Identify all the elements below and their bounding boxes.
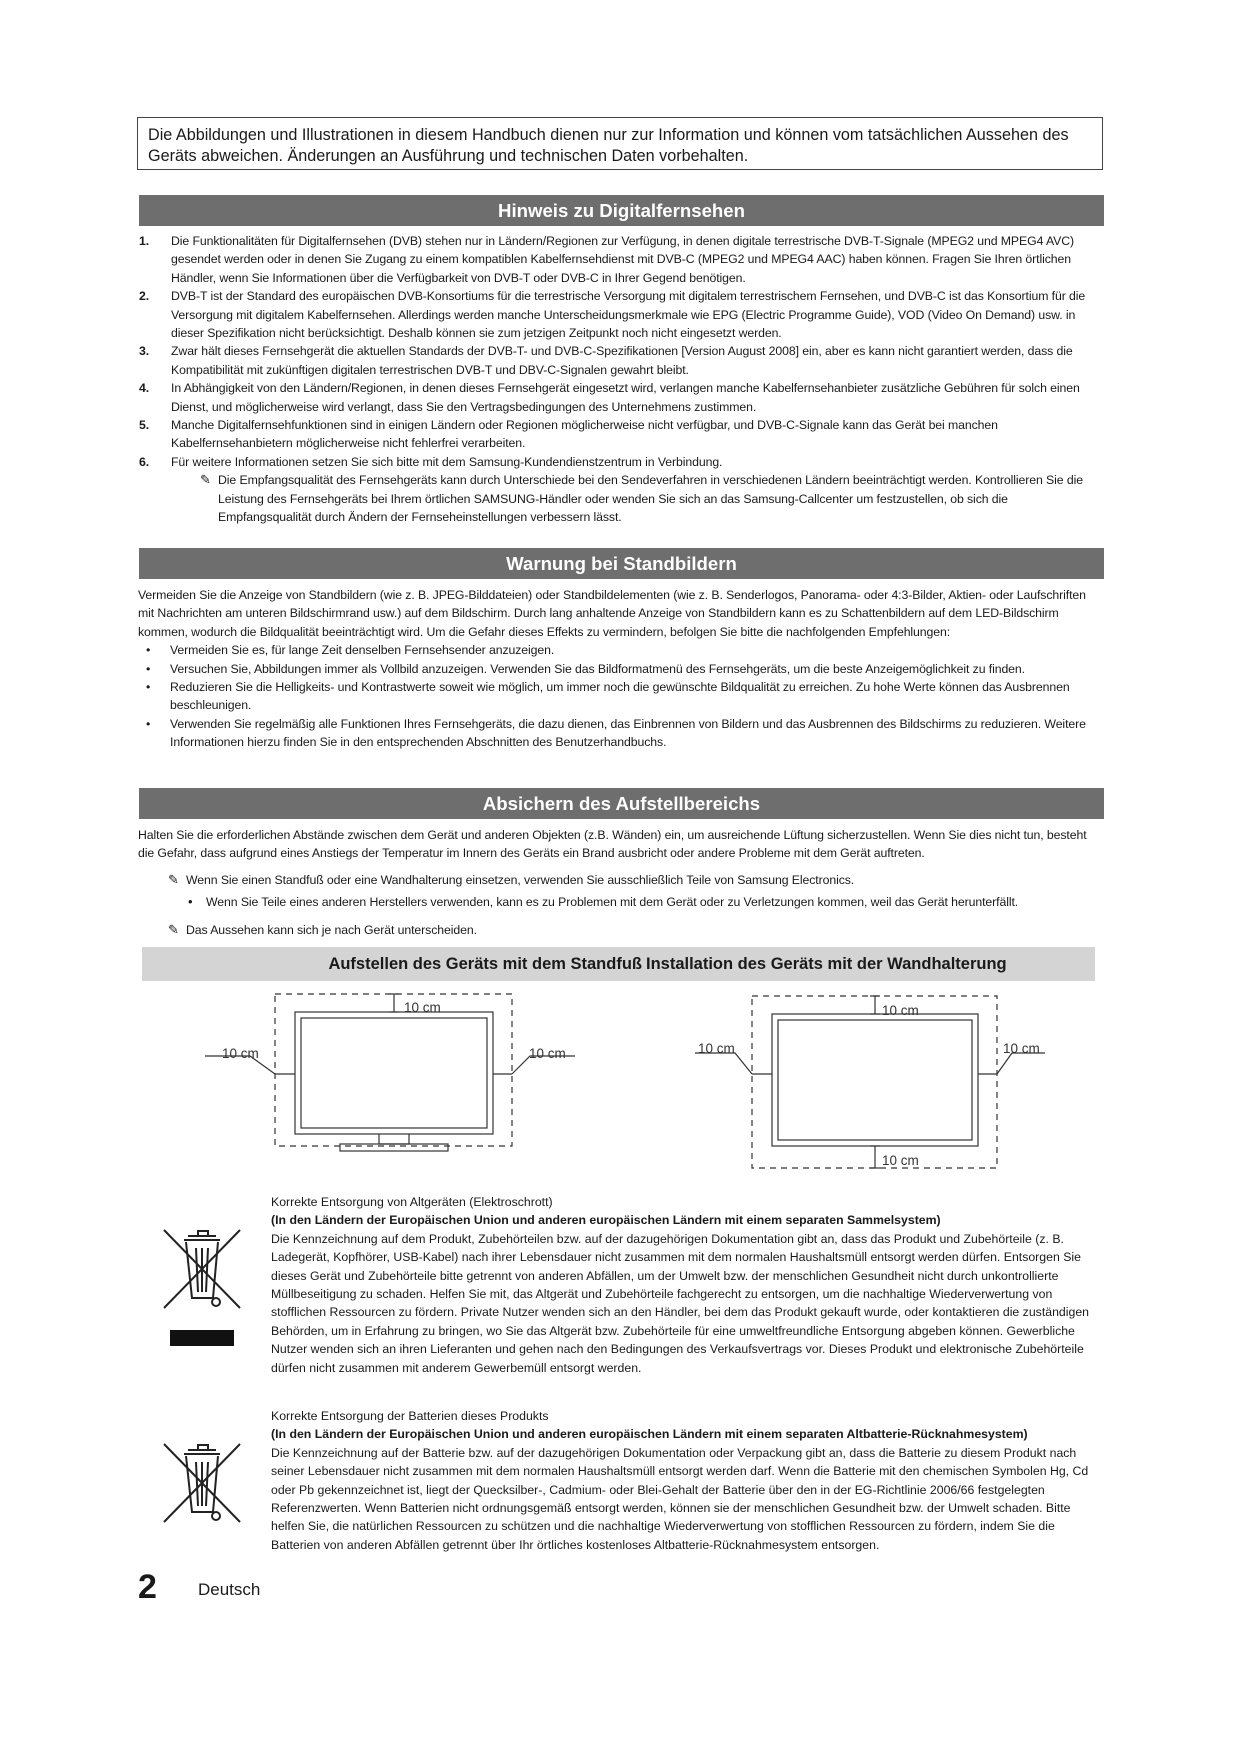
appearance-note (168, 921, 1104, 939)
list-item (138, 641, 1104, 659)
item-text: Manche Digitalfernsehfunktionen sind in einigen Ländern oder Regionen möglicherweise nicht verfügbar, und DVB-C-Signale kann das Gerät bei manchen Kabelfernsehanbietern möglicherweise nicht fehlerfrei verarbeiten. (171, 418, 998, 451)
still-images-section (138, 586, 1104, 752)
item-text: Die Funktionalitäten für Digitalfernsehen (DVB) stehen nur in Ländern/Regionen zur Verfügung, in denen digitale terrestrische DVB-T-Signale (MPEG2 und MPEG4 AVC) gesendet werden oder in denen Sie Zugang zu einem kompatiblen Kabelfernsehdienst mit DVB-C (MPEG2 und MPEG4 AAC) haben können. Fragen Sie Ihren örtlichen Händler, wenn Sie Informationen über die Verfügbarkeit von DVB-T oder DVB-C in Ihrer Gegend benötigen. (171, 234, 1075, 285)
section-header-digital-tv (139, 195, 1104, 226)
bullet-icon: • (188, 894, 193, 910)
reception-note (200, 471, 1101, 526)
tv-frame (295, 1012, 493, 1134)
stand-right-dim-label: 10 cm (529, 1046, 566, 1061)
list-item (138, 660, 1104, 678)
bullet-text: Verwenden Sie regelmäßig alle Funktionen Ihres Fernsehgeräts, die dazu dienen, das Einbrennen von Bildern und das Ausbrennen des Bildschirms zu reduzieren. Weitere Informationen hierzu finden Sie in den entsprechenden Abschnitten des Benutzerhandbuchs. (170, 716, 1086, 750)
item-number: 5. (139, 418, 150, 433)
stand-title: Aufstellen des Geräts mit dem Standfuß (328, 955, 642, 973)
weee-subtitle: (In den Ländern der Europäischen Union und anderen europäischen Ländern mit einem separaten Sammelsystem) (271, 1213, 941, 1228)
right-leader (997, 1053, 1045, 1074)
bullet-icon: • (146, 716, 151, 731)
item-text: In Abhängigkeit von den Ländern/Regionen, in denen dieses Fernsehgerät eingesetzt wird, verlangen manche Kabelfernsehanbieter zusätzliche Gebühren für solch einen Dienst, und möglicherweise wird verlangt, dass Sie den Vertragsbedingungen des Unternehmens zustimmen. (171, 381, 1080, 414)
bullet-text: Reduzieren Sie die Helligkeits- und Kontrastwerte soweit wie möglich, um immer noch die gewünschte Bildqualität zu erreichen. Zu hohe Werte können das Ausbrennen beschleunigen. (170, 680, 1070, 713)
list-item (138, 453, 1101, 471)
list-item (138, 379, 1101, 416)
item-number: 6. (139, 454, 150, 469)
list-item (138, 715, 1104, 752)
battery-bin-icon (158, 1440, 248, 1540)
section-title: Hinweis zu Digitalfernsehen (498, 200, 745, 221)
wall-left-dim-label: 10 cm (698, 1041, 735, 1056)
bullet-icon: • (146, 643, 151, 658)
section-header-still-images (139, 548, 1104, 579)
note-text: Das Aussehen kann sich je nach Gerät unterscheiden. (186, 922, 477, 937)
bullet-icon: • (146, 661, 151, 676)
note-icon: ✎ (168, 921, 179, 937)
tv-screen (301, 1018, 487, 1128)
bullet-text: Vermeiden Sie es, für lange Zeit denselben Fernsehsender anzuzeigen. (170, 643, 555, 658)
list-item (138, 678, 1104, 715)
page-number: 2 (138, 1568, 157, 1606)
stand-subheader (142, 947, 646, 981)
tv-stand-neck (379, 1134, 409, 1144)
bullet-icon: • (146, 680, 151, 695)
notice-text: Die Abbildungen und Illustrationen in diesem Handbuch dienen nur zur Information und können vom tatsächlichen Aussehen des Geräts abweichen. Änderungen an Ausführung und technischen Daten vorbehalten. (148, 126, 1069, 165)
digital-tv-section (138, 232, 1101, 527)
parts-subnote (188, 893, 1104, 911)
clearance-outline (275, 994, 512, 1146)
battery-text: Die Kennzeichnung auf der Batterie bzw. auf der dazugehörigen Dokumentation oder Verpackung gibt an, dass die Batterie zu diesem Produkt nach seiner Lebensdauer nicht zusammen mit dem normalen Haushaltsmüll entsorgt werden darf. Wenn die Batterie mit den chemischen Symbolen Hg, Cd oder Pb gekennzeichnet ist, liegt der Quecksilber-, Cadmium- oder Blei-Gehalt der Batterie über den in der EG-Richtlinie 2006/66 festgelegten Referenzwerten. Wenn Batterien nicht ordnungsgemäß entsorgt werden, können sie der menschlichen Gesundheit bzw. der Umwelt schaden. Bitte helfen Sie, die natürlichen Ressourcen zu schützen und die nachhaltige Wiederverwertung von stofflichen Ressourcen zu fördern, indem Sie die Batterien von anderen Abfällen getrennt über Ihr örtliches kostenloses Altbatterie-Rücknahmesystem entsorgen. (271, 1445, 1089, 1552)
tv-frame (772, 1014, 978, 1146)
item-text: Zwar hält dieses Fernsehgerät die aktuellen Standards der DVB-T- und DVB-C-Spezifikationen [Version August 2008] ein, aber es kann nicht garantiert werden, dass die Kompatibilität mit zukünftigen digitalen terrestrischen DVB-T und DBV-C-Signalen gewahrt bleibt. (171, 344, 1073, 377)
section-title: Warnung bei Standbildern (506, 553, 737, 574)
battery-disposal-block (271, 1407, 1103, 1554)
stand-left-dim-label: 10 cm (222, 1046, 259, 1061)
stand-top-dim-label: 10 cm (404, 1000, 441, 1015)
battery-title: Korrekte Entsorgung der Batterien dieses Produkts (271, 1409, 549, 1423)
list-item (138, 342, 1101, 379)
section-title: Absichern des Aufstellbereichs (482, 793, 761, 814)
item-number: 1. (139, 234, 150, 248)
list-item (138, 232, 1101, 287)
tv-stand-base (340, 1144, 448, 1151)
note-icon: ✎ (200, 472, 211, 488)
weee-disposal-block (271, 1193, 1101, 1377)
item-text: Für weitere Informationen setzen Sie sich bitte mit dem Samsung-Kundendienstzentrum in Verbindung. (171, 454, 723, 469)
item-text: DVB-T ist der Standard des europäischen DVB-Konsortiums für die terrestrische Versorgung mit digitalem terrestrischem Fernsehen, und DVB-C ist das Konsortium für die Versorgung mit digitalem Kabelfernsehen. Allerdings werden manche Unterscheidungsmerkmale wie EPG (Electric Programme Guide), VOD (Video On Demand) usw. in dieser Spezifikation nicht berücksichtigt. Deshalb können sie zum jetzigen Zeitpunkt noch nicht eingesetzt werden. (171, 289, 1086, 341)
parts-note (168, 871, 1104, 889)
note-text: Wenn Sie Teile eines anderen Herstellers verwenden, kann es zu Problemen mit dem Gerät oder zu Verletzungen kommen, weil das Gerät herunterfällt. (206, 895, 1019, 910)
item-number: 2. (139, 289, 150, 304)
item-number: 4. (139, 381, 150, 396)
left-leader (695, 1053, 752, 1074)
tv-screen (778, 1020, 972, 1140)
bullet-text: Versuchen Sie, Abbildungen immer als Vollbild anzuzeigen. Verwenden Sie das Bildformatmenü des Fernsehgeräts, um die beste Anzeigemöglichkeit zu finden. (170, 661, 1025, 676)
wall-clearance-diagram (690, 990, 1050, 1180)
wall-top-dim-label: 10 cm (882, 1003, 919, 1018)
weee-bin-icon (158, 1226, 248, 1356)
wall-subheader (646, 947, 1095, 981)
note-text: Wenn Sie einen Standfuß oder eine Wandhalterung einsetzen, verwenden Sie ausschließlich Teile von Samsung Electronics. (186, 872, 855, 887)
notice-box (137, 117, 1103, 170)
weee-text: Die Kennzeichnung auf dem Produkt, Zubehörteilen bzw. auf der dazugehörigen Dokumentation gibt an, dass das Produkt und Zubehörteile (z. B. Ladegerät, Kopfhörer, USB-Kabel) nach ihrer Lebensdauer nicht zusammen mit dem normalen Haushaltsmüll entsorgt werden dürfen. Entsorgen Sie dieses Gerät und Zubehörteile bitte getrennt von anderen Abfällen, um der Umwelt bzw. der menschlichen Gesundheit nicht durch unkontrollierte Müllbeseitigung zu schaden. Helfen Sie mit, das Altgerät und Zubehörteile fachgerecht zu entsorgen, um die nachhaltige Wiederverwertung von stofflichen Ressourcen zu fördern. Private Nutzer wenden sich an den Händler, bei dem das Produkt gekauft wurde, oder kontaktieren die zuständigen Behörden, um in Erfahrung zu bringen, wo Sie das Altgerät bzw. Zubehörteile für eine umweltfreundliche Entsorgung abgeben können. Gewerbliche Nutzer wenden sich an ihren Lieferanten und gehen nach den Bedingungen des Verkaufsvertrags vor. Dieses Produkt und elektronische Zubehörteile dürfen nicht zusammen mit anderem Gewerbemüll entsorgt werden. (271, 1231, 1089, 1375)
list-item (138, 287, 1101, 342)
wall-title: Installation des Geräts mit der Wandhalterung (646, 955, 1007, 973)
footer-language: Deutsch (198, 1580, 261, 1599)
weee-title: Korrekte Entsorgung von Altgeräten (Elektroschrott) (271, 1195, 553, 1209)
wall-bottom-dim-label: 10 cm (882, 1153, 919, 1168)
installation-section (138, 826, 1104, 939)
list-item (138, 416, 1101, 453)
note-icon: ✎ (168, 871, 179, 887)
clearance-outline (752, 996, 997, 1168)
installation-intro: Halten Sie die erforderlichen Abstände zwischen dem Gerät und anderen Objekten (z.B. Wänden) ein, um ausreichende Lüftung sicherzustellen. Wenn Sie dies nicht tun, besteht die Gefahr, dass aufgrund eines Anstiegs der Temperatur im Innern des Geräts ein Brand ausbricht oder andere Probleme mit dem Gerät auftreten. (138, 828, 1087, 861)
battery-subtitle: (In den Ländern der Europäischen Union und anderen europäischen Ländern mit einem separaten Altbatterie-Rücknahmesystem) (271, 1427, 1028, 1442)
item-number: 3. (139, 344, 150, 359)
section-header-installation-area (139, 788, 1104, 819)
still-images-intro: Vermeiden Sie die Anzeige von Standbildern (wie z. B. JPEG-Bilddateien) oder Standbildelementen (wie z. B. Senderlogos, Panorama- oder 4:3-Bilder, Aktien- oder Laufschriften mit Nachrichten am unteren Bildschirmrand usw.) auf dem Bildschirm. Durch lang anhaltende Anzeige von Standbildern kann es zu Schattenbildern auf dem LED-Bildschirm kommen, wodurch die Bildqualität beeinträchtigt wird. Um die Gefahr dieses Effekts zu vermindern, befolgen Sie bitte die nachfolgenden Empfehlungen: (138, 588, 1086, 639)
wall-right-dim-label: 10 cm (1003, 1041, 1040, 1056)
stand-clearance-diagram (200, 990, 600, 1170)
note-text: Die Empfangsqualität des Fernsehgeräts kann durch Unterschiede bei den Sendeverfahren in verschiedenen Ländern beeinträchtigt werden. Kontrollieren Sie die Leistung des Fernsehgeräts bei Ihrem örtlichen SAMSUNG-Händler oder wenden Sie sich an das Samsung-Callcenter um festzustellen, ob sich die Empfangsqualität durch Ändern der Fernseheinstellungen verbessern lässt. (218, 473, 1083, 525)
